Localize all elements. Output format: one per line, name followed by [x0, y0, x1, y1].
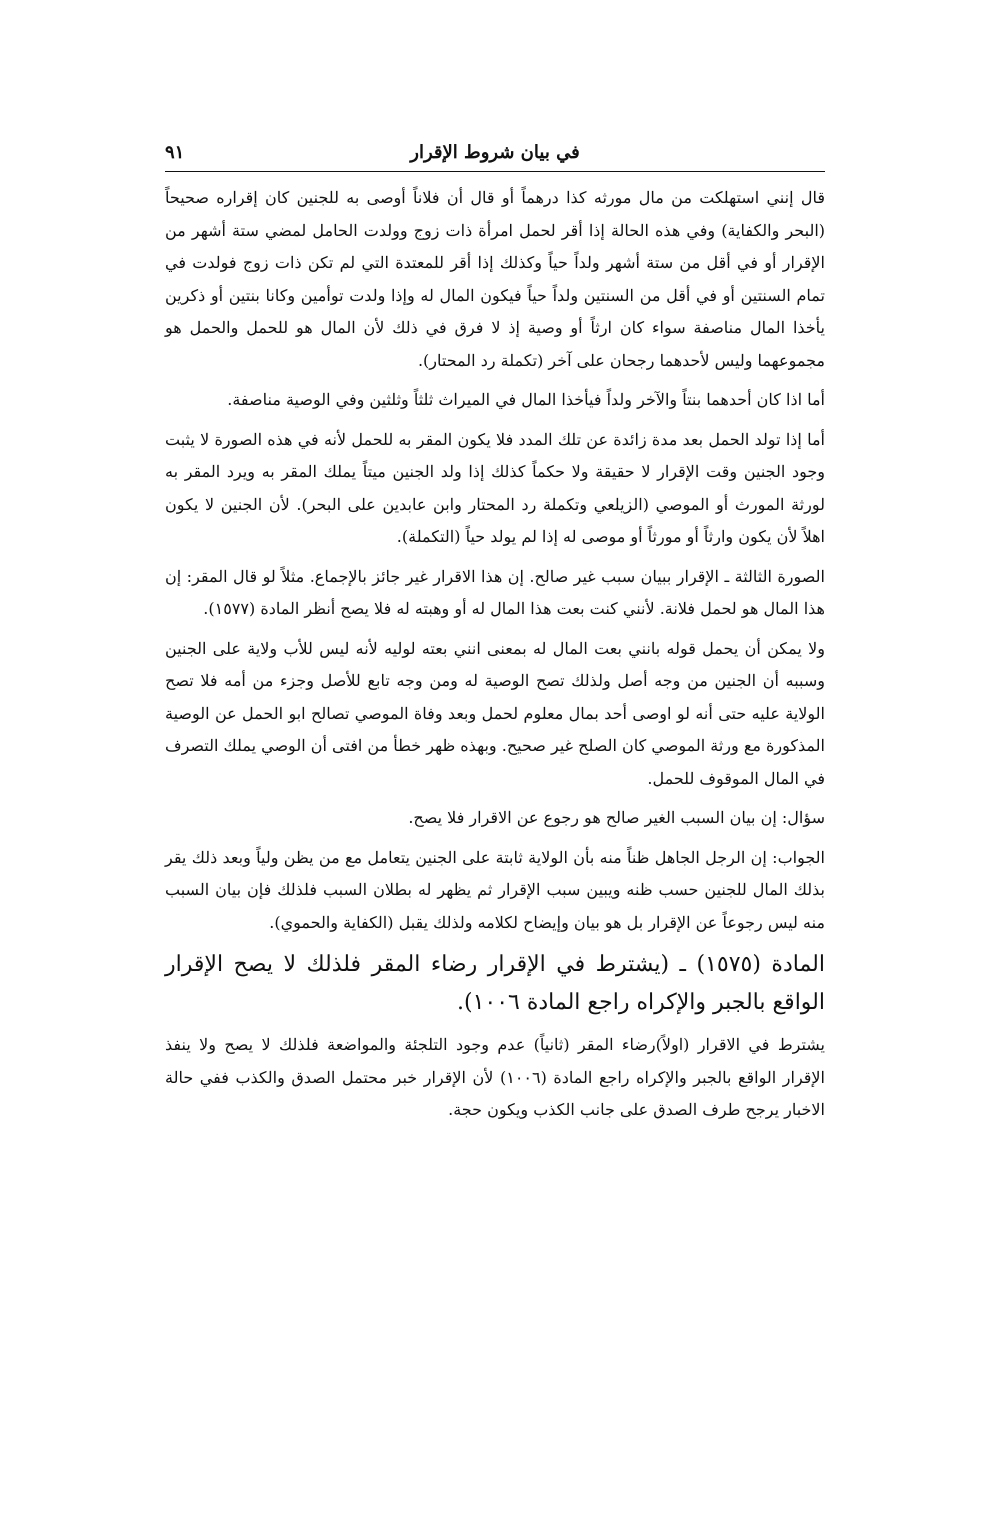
page-number: ٩١	[165, 142, 185, 163]
paragraph-6: سؤال: إن بيان السبب الغير صالح هو رجوع عن الاقرار فلا يصح.	[408, 808, 825, 827]
running-title: في بيان شروط الإقرار	[410, 142, 580, 163]
header-rule	[165, 171, 825, 172]
page-header	[165, 130, 825, 170]
paragraph-5: ولا يمكن أن يحمل قوله بانني بعت المال له بمعنى انني بعته لوليه لأنه ليس للأب ولاية على الجنين وسببه أن الجنين من وجه أصل ولذلك تصح الوصية له ومن وجه تابع للأصل وجزء من أمه فلا تصح الولاية عليه حتى أنه لو اوصى أحد بمال معلوم لحمل وبعد وفاة الموصي تصالح ابو الحمل عن الوصية المذكورة مع ورثة الموصي كان الصلح غير صحيح. وبهذه ظهر خطأ من افتى أن الوصي يملك التصرف في المال الموقوف للحمل.	[165, 638, 825, 788]
article-heading: المادة (١٥٧٥) ـ (يشترط في الإقرار رضاء المقر فلذلك لا يصح الإقرار الواقع بالجبر والإكراه راجع المادة ١٠٠٦).	[165, 952, 825, 1015]
book-page	[165, 130, 825, 1134]
paragraph-1: قال إنني استهلكت من مال مورثه كذا درهماً أو قال أن فلاناً أوصى به للجنين كان إقراره صحيحاً (البحر والكفاية) وفي هذه الحالة إذا أقر لحمل امرأة ذات زوج وولدت الحامل لمضي ستة أشهر من الإقرار أو في أقل من ستة أشهر ولداً حياً وكذلك إذا أقر للمعتدة التي لم تكن ذات زوج فولدت في تمام السنتين أو في أقل من السنتين ولداً حياً فيكون المال له وإذا ولدت توأمين وكانا بنتين أو ذكرين يأخذا المال مناصفة سواء كان ارثاً أو وصية إذ لا فرق في ذلك لأن المال هو للحمل والحمل هو مجموعهما وليس لأحدهما رجحان على آخر (تكملة رد المحتار).	[165, 188, 825, 370]
page-body	[165, 170, 825, 1127]
paragraph-2: أما اذا كان أحدهما بنتاً والآخر ولداً فيأخذا المال في الميراث ثلثاً وثلثين وفي الوصية مناصفة.	[227, 390, 825, 409]
paragraph-7: الجواب: إن الرجل الجاهل ظناً منه بأن الولاية ثابتة على الجنين يتعامل مع من يظن ولياً وبعد ذلك يقر بذلك المال للجنين حسب ظنه ويبين سبب الإقرار ثم يظهر له بطلان السبب فلذلك فإن بيان السبب منه ليس رجوعاً عن الإقرار بل هو بيان وإيضاح لكلامه ولذلك يقبل (الكفاية والحموي).	[165, 847, 825, 932]
paragraph-3: أما إذا تولد الحمل بعد مدة زائدة عن تلك المدد فلا يكون المقر به للحمل لأنه في هذه الصورة لا يثبت وجود الجنين وقت الإقرار لا حقيقة ولا حكماً كذلك إذا ولد الجنين ميتاً يملك المقر به ويرد المقر به لورثة المورث أو الموصي (الزيلعي وتكملة رد المحتار وابن عابدين على البحر). لأن الجنين لا يكون اهلاً لأن يكون وارثاً أو مورثاً أو موصى له إذا لم يولد حياً (التكملة).	[165, 429, 826, 546]
paragraph-final: يشترط في الاقرار (اولاً)رضاء المقر (ثانياً) عدم وجود التلجئة والمواضعة فلذلك لا يصح ولا ينفذ الإقرار الواقع بالجبر والإكراه راجع المادة (١٠٠٦) لأن الإقرار خبر محتمل الصدق والكذب ففي حالة الاخبار يرجح طرف الصدق على جانب الكذب ويكون حجة.	[165, 1035, 826, 1119]
paragraph-4: الصورة الثالثة ـ الإقرار ببيان سبب غير صالح. إن هذا الاقرار غير جائز بالإجماع. مثلاً لو قال المقر: إن هذا المال هو لحمل فلانة. لأنني كنت بعت هذا المال له أو وهبته له فلا يصح أنظر المادة (١٥٧٧).	[165, 566, 825, 618]
